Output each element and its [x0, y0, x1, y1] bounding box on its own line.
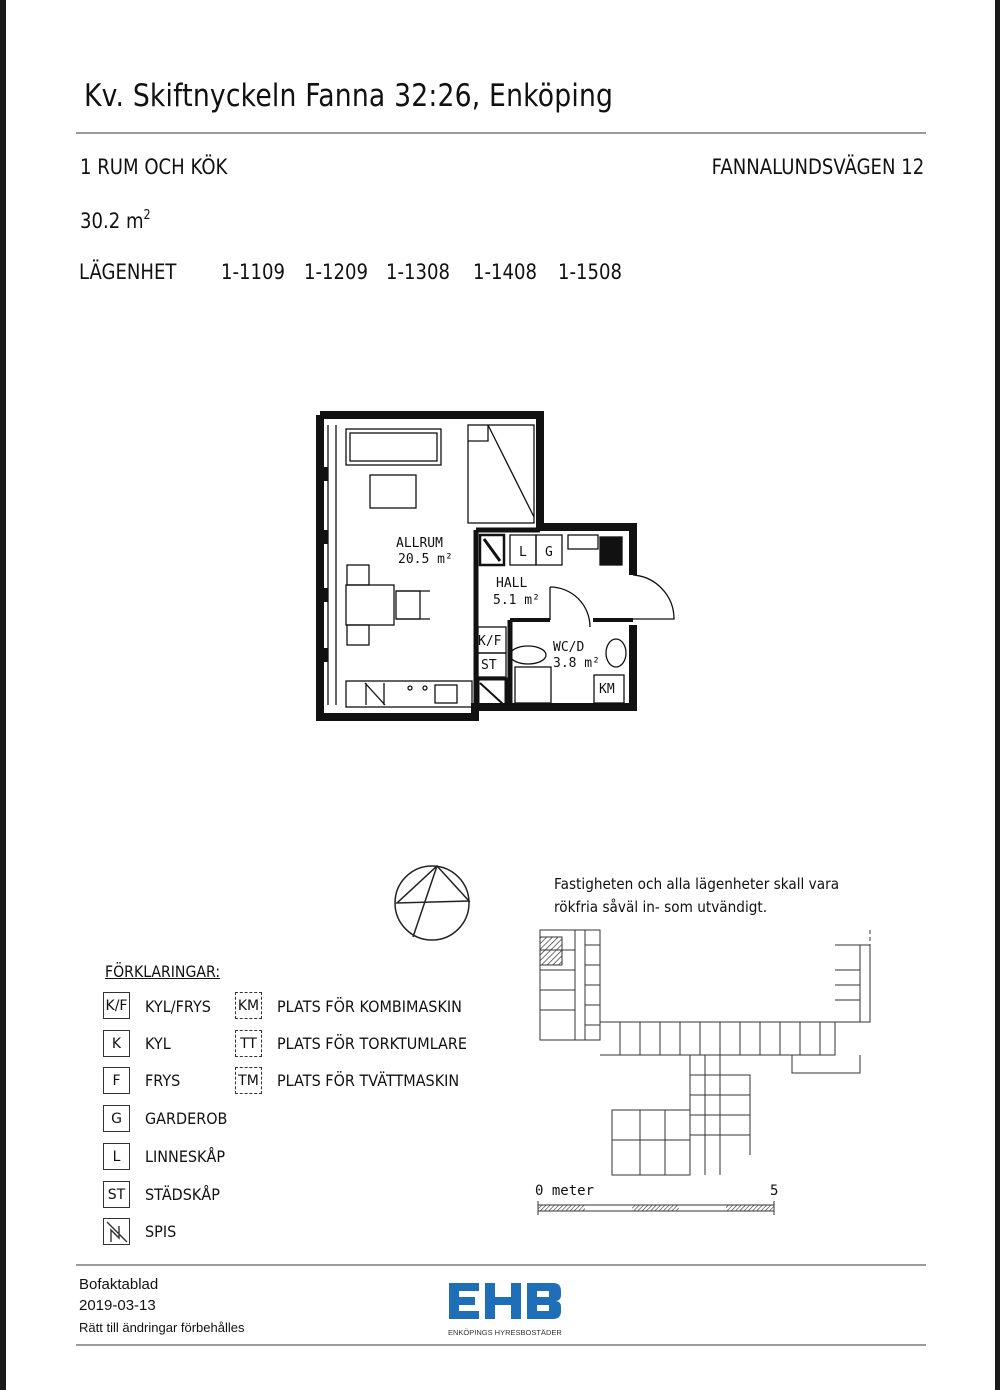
legend-code: TT	[235, 1030, 262, 1057]
fixture-label-km: KM	[599, 682, 615, 697]
footer-divider-top	[76, 1264, 926, 1266]
fixture-label-g: G	[545, 545, 553, 560]
room-area-hall: 5.1 m²	[493, 593, 540, 608]
legend-label: LINNESKÅP	[145, 1147, 226, 1166]
legend-code: F	[103, 1067, 130, 1094]
scale-end-label: 5	[770, 1183, 779, 1199]
footer-divider-bottom	[76, 1344, 926, 1346]
document-date: 2019-03-13	[79, 1297, 156, 1314]
room-area-wc: 3.8 m²	[553, 656, 600, 671]
note-line: Fastigheten och alla lägenheter skall vara	[554, 875, 840, 893]
legend-code: KM	[235, 992, 262, 1019]
note-line: rökfria såväl in- som utvändigt.	[554, 898, 768, 916]
apartment-number: 1-1209	[304, 260, 368, 284]
scale-bar	[537, 1201, 777, 1215]
apartment-label: LÄGENHET	[79, 260, 177, 284]
legend-label: PLATS FÖR KOMBIMASKIN	[277, 997, 462, 1016]
legend-code: K	[103, 1030, 130, 1057]
floor-plan	[310, 405, 690, 730]
legend-label: KYL	[145, 1034, 171, 1053]
legend-label: FRYS	[145, 1071, 181, 1090]
legend-label: GARDEROB	[145, 1109, 228, 1128]
room-name-wc: WC/D	[553, 640, 585, 655]
apartment-number: 1-1508	[558, 260, 622, 284]
legend-code: K/F	[103, 992, 130, 1019]
disclaimer: Rätt till ändringar förbehålles	[79, 1320, 245, 1335]
smoke-free-note	[554, 873, 839, 919]
room-name-hall: HALL	[496, 576, 528, 591]
legend-label: SPIS	[145, 1222, 177, 1241]
apartment-number: 1-1408	[473, 260, 537, 284]
building-key-plan	[530, 925, 875, 1180]
legend-code: G	[103, 1105, 130, 1132]
legend-label: PLATS FÖR TVÄTTMASKIN	[277, 1071, 460, 1090]
legend-code: TM	[235, 1067, 262, 1094]
room-area-allrum: 20.5 m²	[398, 552, 453, 567]
fixture-label-l: L	[519, 545, 527, 560]
logo-subtitle: ENKÖPINGS HYRESBOSTÄDER	[448, 1328, 562, 1337]
street-address: FANNALUNDSVÄGEN 12	[711, 155, 924, 179]
legend-code: ST	[103, 1181, 130, 1208]
legend-label: PLATS FÖR TORKTUMLARE	[277, 1034, 468, 1053]
left-page-edge	[0, 0, 6, 1390]
room-count: 1 RUM OCH KÖK	[80, 155, 228, 179]
compass-icon	[393, 863, 473, 943]
fixture-label-st: ST	[481, 658, 497, 673]
document-type: Bofaktablad	[79, 1276, 159, 1293]
fixture-label-kf: K/F	[478, 634, 502, 649]
legend-code: L	[103, 1143, 130, 1170]
right-page-edge	[995, 0, 1000, 1390]
scale-start-label: 0 meter	[535, 1183, 595, 1199]
ehb-logo	[445, 1277, 565, 1339]
legend-label: KYL/FRYS	[145, 997, 211, 1016]
stove-symbol-icon	[103, 1218, 130, 1245]
apartment-area: 30.2 $m^2$	[80, 208, 151, 233]
page-title: Kv. Skiftnyckeln Fanna 32:26, Enköping	[84, 78, 614, 114]
room-name-allrum: ALLRUM	[396, 536, 443, 551]
header-divider	[76, 132, 926, 134]
legend-title: FÖRKLARINGAR:	[105, 962, 221, 981]
apartment-number: 1-1308	[386, 260, 450, 284]
apartment-number: 1-1109	[221, 260, 285, 284]
legend-label: STÄDSKÅP	[145, 1185, 220, 1204]
